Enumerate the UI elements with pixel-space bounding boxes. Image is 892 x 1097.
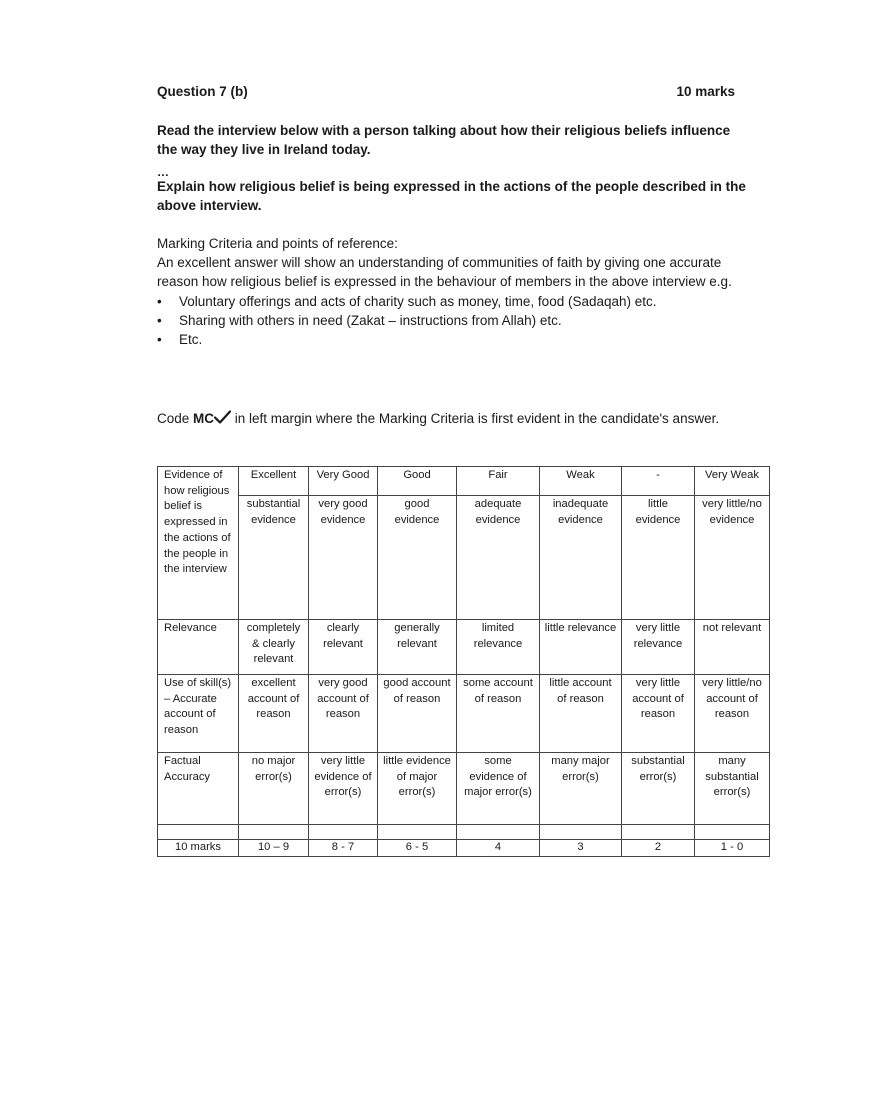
rubric-cell: little evidence of major error(s) (378, 753, 457, 825)
rubric-cell: not relevant (695, 620, 770, 675)
checkmark-icon (214, 410, 231, 424)
rubric-cell: generally relevant (378, 620, 457, 675)
rubric-cell: very good evidence (309, 496, 378, 620)
rubric-row-label: Evidence of how religious belief is expressed in the actions of the people in the interview (158, 467, 239, 620)
rubric-row-label: Relevance (158, 620, 239, 675)
rubric-cell: limited relevance (457, 620, 540, 675)
rubric-cell: very little relevance (622, 620, 695, 675)
rubric-header: Good (378, 467, 457, 496)
score-band: 10 – 9 (239, 840, 309, 857)
rubric-cell: very little evidence of error(s) (309, 753, 378, 825)
marking-rubric-table (157, 466, 770, 857)
rubric-row (158, 753, 770, 825)
criteria-bullet: • Voluntary offerings and acts of charity such as money, time, food (Sadaqah) etc. (157, 293, 657, 309)
rubric-cell: adequate evidence (457, 496, 540, 620)
rubric-header-row (158, 467, 770, 496)
question-marks: 10 marks (676, 84, 735, 99)
rubric-spacer-row (158, 825, 770, 840)
criteria-list (157, 292, 757, 350)
score-band: 3 (540, 840, 622, 857)
question-title: Question 7 (b) (157, 84, 248, 99)
criteria-bullet: • Etc. (157, 332, 203, 348)
score-band: 2 (622, 840, 695, 857)
score-band: 6 - 5 (378, 840, 457, 857)
rubric-cell: little evidence (622, 496, 695, 620)
rubric-header: Very Weak (695, 467, 770, 496)
score-band: 1 - 0 (695, 840, 770, 857)
rubric-cell: good account of reason (378, 675, 457, 753)
rubric-cell: completely & clearly relevant (239, 620, 309, 675)
rubric-row-label: Use of skill(s) – Accurate account of reason (158, 675, 239, 753)
rubric-row-label: Factual Accuracy (158, 753, 239, 825)
rubric-cell: some evidence of major error(s) (457, 753, 540, 825)
rubric-header: Fair (457, 467, 540, 496)
rubric-header: Weak (540, 467, 622, 496)
question-header (157, 84, 735, 99)
score-band: 8 - 7 (309, 840, 378, 857)
rubric-cell: very little account of reason (622, 675, 695, 753)
rubric-cell: many major error(s) (540, 753, 622, 825)
rubric-cell: inadequate evidence (540, 496, 622, 620)
rubric-cell: very little/no account of reason (695, 675, 770, 753)
rubric-cell: little account of reason (540, 675, 622, 753)
rubric-header: - (622, 467, 695, 496)
criteria-bullet: • Sharing with others in need (Zakat – instructions from Allah) etc. (157, 312, 562, 328)
rubric-cell: good evidence (378, 496, 457, 620)
rubric-score-row (158, 840, 770, 857)
rubric-row (158, 496, 770, 620)
question-task: Explain how religious belief is being expressed in the actions of the people described in the above interview. (157, 179, 746, 213)
rubric-cell: little relevance (540, 620, 622, 675)
rubric-cell: very little/no evidence (695, 496, 770, 620)
rubric-cell: many substantial error(s) (695, 753, 770, 825)
code-instruction: Code MC in left margin where the Marking Criteria is first evident in the candidate's answer. (157, 411, 720, 426)
score-label: 10 marks (158, 840, 239, 857)
rubric-cell: excellent account of reason (239, 675, 309, 753)
rubric-cell: clearly relevant (309, 620, 378, 675)
rubric-row (158, 620, 770, 675)
rubric-cell: very good account of reason (309, 675, 378, 753)
rubric-row (158, 675, 770, 753)
rubric-cell: no major error(s) (239, 753, 309, 825)
criteria-heading: Marking Criteria and points of reference: (157, 236, 398, 251)
question-prompt: Read the interview below with a person talking about how their religious beliefs influence the way they live in Ireland today. (157, 123, 731, 157)
rubric-cell: substantial error(s) (622, 753, 695, 825)
marking-criteria (157, 234, 757, 349)
criteria-intro: An excellent answer will show an understanding of communities of faith by giving one accurate reason how religious belief is expressed in the behaviour of members in the above interview e.g. (157, 255, 732, 290)
rubric-header: Very Good (309, 467, 378, 496)
mc-code: MC (193, 411, 215, 426)
rubric-header: Excellent (239, 467, 309, 496)
rubric-cell: substantial evidence (239, 496, 309, 620)
ellipsis: … (157, 165, 169, 179)
score-band: 4 (457, 840, 540, 857)
rubric-cell: some account of reason (457, 675, 540, 753)
